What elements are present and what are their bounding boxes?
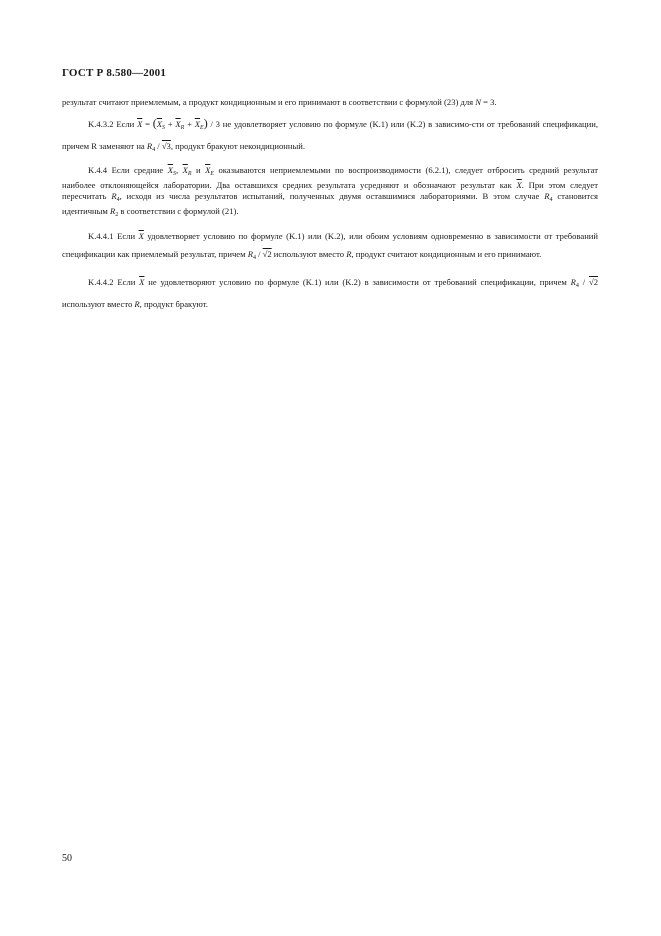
mean-x: $\overline{X}$ bbox=[139, 277, 145, 287]
subscript-e: E bbox=[200, 125, 204, 131]
subscript-4: 4 bbox=[116, 197, 120, 203]
slash: / bbox=[155, 141, 162, 151]
subscript-2: 2 bbox=[115, 212, 119, 218]
r4-symbol: R bbox=[146, 141, 153, 151]
paragraph-text: , исходя из числа результатов испытаний, полученных двумя оставшимися лабораториями. В этом случае bbox=[119, 191, 545, 201]
page-number: 50 bbox=[62, 853, 72, 864]
paragraph-k44 bbox=[62, 165, 598, 221]
subscript-4: 4 bbox=[252, 255, 256, 261]
paragraph-text: удовлетворяет условию по формуле (K.1) или (K.2), или обоим условиям одновременно в зависимости от требований спецификации как приемлемый результат, причем bbox=[62, 231, 598, 259]
sqrt-two: √2 bbox=[262, 249, 272, 259]
paragraph-text: не удовлетворяет условию по формуле (K.1) или (K.2) в зависимо-сти от требований спецификации, причем R заменяют на bbox=[62, 119, 598, 151]
clause-prefix: K.4.4.1 Если bbox=[88, 231, 139, 241]
subscript-4: 4 bbox=[549, 197, 553, 203]
mean-xe: $\overline{X}$ bbox=[205, 165, 211, 175]
subscript-4: 4 bbox=[575, 283, 579, 289]
r4-symbol: R bbox=[544, 191, 550, 201]
paragraph-text: = 3. bbox=[481, 97, 497, 107]
mean-x: $\overline{X}$ bbox=[516, 180, 522, 190]
mean-xs: $\overline{X}$ bbox=[156, 119, 162, 129]
paragraph-text: оказываются неприемлемыми по воспроизводимости (6.2.1), следует отбросить средний результат наиболее отклоняющейся лаборатории. Два оставшихся средних результата усредняют и обозначают результат как bbox=[62, 165, 598, 190]
paragraph-text: , продукт бракуют. bbox=[139, 299, 208, 309]
sqrt-three: √3 bbox=[161, 141, 171, 151]
paragraph-text: в соответствии с формулой (21). bbox=[118, 206, 239, 216]
mean-x: $\overline{X}$ bbox=[137, 119, 143, 129]
mean-xs: $\overline{X}$ bbox=[167, 165, 173, 175]
paragraph-text: не удовлетворяют условию по формуле (K.1) или (K.2) в зависимости от требований спецификации, причем bbox=[144, 277, 571, 287]
paragraph-text: , продукт считают кондиционным и его принимают. bbox=[351, 249, 542, 259]
subscript-s: S bbox=[162, 125, 165, 131]
r4-symbol: R bbox=[111, 191, 117, 201]
r4-symbol: R bbox=[247, 249, 253, 259]
r4-symbol: R bbox=[570, 277, 576, 287]
clause-prefix: K.4.4.2 Если bbox=[88, 277, 140, 287]
plus-sign: + bbox=[184, 119, 195, 129]
r-symbol: R bbox=[134, 299, 140, 309]
r-symbol: R bbox=[346, 249, 352, 259]
paragraph-result-accepted bbox=[62, 97, 598, 108]
paragraph-text: используют вместо bbox=[62, 299, 135, 309]
paragraph-text: становится идентичным bbox=[62, 191, 599, 216]
subscript-4: 4 bbox=[152, 147, 156, 153]
paragraph-k442 bbox=[62, 273, 598, 313]
document-header: ГОСТ Р 8.580—2001 bbox=[62, 67, 167, 79]
sqrt-two: √2 bbox=[588, 277, 598, 287]
subscript-r: R bbox=[187, 171, 192, 177]
plus-sign: + bbox=[165, 119, 176, 129]
paragraph-k441 bbox=[62, 227, 598, 267]
subscript-e: E bbox=[210, 171, 214, 177]
paragraph-k432 bbox=[62, 114, 598, 159]
mean-x: $\overline{X}$ bbox=[138, 231, 144, 241]
document-body bbox=[62, 97, 598, 319]
conjunction: и bbox=[191, 165, 206, 175]
mean-xr: $\overline{X}$ bbox=[182, 165, 188, 175]
equals-sign: = bbox=[142, 119, 153, 129]
n-variable: N bbox=[475, 97, 482, 107]
paragraph-text: результат считают приемлемым, а продукт кондиционным и его принимают в соответствии с формулой (23) для bbox=[62, 97, 474, 107]
paragraph-text: . При этом следует пересчитать bbox=[62, 180, 598, 201]
formula-open-paren: ( bbox=[152, 116, 157, 130]
formula-close-paren: ) bbox=[203, 116, 208, 130]
mean-xe: $\overline{X}$ bbox=[194, 119, 201, 129]
paragraph-text: , продукт бракуют некондиционный. bbox=[170, 141, 305, 151]
divide-by-three: / 3 bbox=[207, 119, 220, 129]
r2-symbol: R bbox=[110, 206, 116, 216]
clause-prefix: K.4.4 Если средние bbox=[88, 165, 168, 175]
comma: , bbox=[175, 165, 183, 175]
paragraph-text: используют вместо bbox=[271, 249, 347, 259]
subscript-r: R bbox=[180, 125, 185, 131]
subscript-s: S bbox=[172, 171, 176, 177]
slash: / bbox=[578, 277, 589, 287]
mean-xr: $\overline{X}$ bbox=[175, 119, 181, 129]
clause-prefix: K.4.3.2 Если bbox=[88, 119, 138, 129]
slash: / bbox=[255, 249, 263, 259]
